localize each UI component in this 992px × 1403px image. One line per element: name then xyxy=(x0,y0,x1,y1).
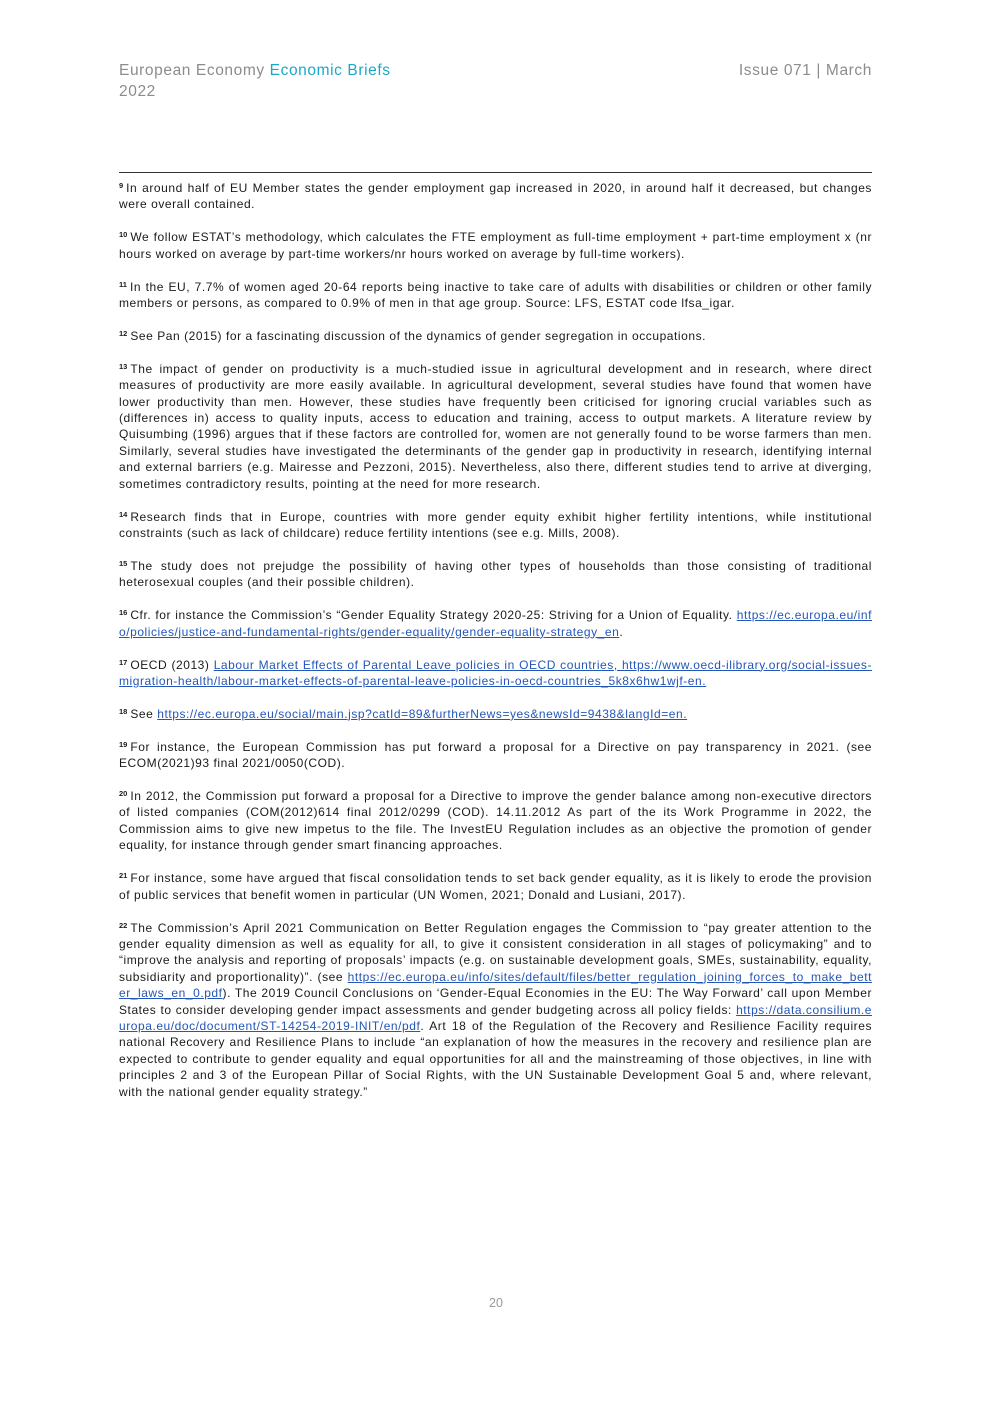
footnote-20 xyxy=(119,788,872,854)
footnote-text: The study does not prejudge the possibility of having other types of households than those consisting of traditional heterosexual couples (and their possible children). xyxy=(119,558,872,590)
council-conclusions-link[interactable]: https://data.consilium.europa.eu/doc/document/ST-14254-2019-INIT/en/pdf xyxy=(119,1002,873,1033)
oecd-parental-leave-link[interactable]: Labour Market Effects of Parental Leave policies in OECD countries, https://www.oecd-ilibrary.org/social-issues-migration-health/labour-market-effects-of-parental-leave-policies-in-oecd-countries_5k8x6hw1wjf-en. xyxy=(119,657,873,688)
footnote-11 xyxy=(119,279,872,312)
footnote-number: 10 xyxy=(119,230,128,240)
footnote-19 xyxy=(119,739,872,772)
footnote-13 xyxy=(119,361,872,492)
footnote-12 xyxy=(119,328,872,344)
footnote-number: 20 xyxy=(119,789,128,799)
footnote-text: See xyxy=(130,706,154,721)
footnote-text: See Pan (2015) for a fascinating discussion of the dynamics of gender segregation in occupations. xyxy=(130,328,707,343)
footnote-number: 13 xyxy=(119,361,128,371)
footnotes xyxy=(119,180,872,1116)
footnote-number: 22 xyxy=(119,920,128,930)
better-regulation-link[interactable]: https://ec.europa.eu/info/sites/default/files/better_regulation_joining_forces_to_make_better_laws_en_0.pdf xyxy=(119,969,873,1001)
footnote-text: We follow ESTAT’s methodology, which calculates the FTE employment as full-time employment + part-time employment x (nr hours worked on average by part-time workers/nr hours worked on average by full-time workers). xyxy=(119,230,872,261)
footnote-number: 15 xyxy=(119,558,128,568)
footnote-number: 14 xyxy=(119,509,128,519)
series-name: Economic Briefs xyxy=(269,62,391,79)
page-number: 20 xyxy=(489,1296,503,1310)
footnote-21 xyxy=(119,870,872,903)
footnote-10 xyxy=(119,229,872,262)
footnote-number: 11 xyxy=(119,279,127,289)
footnote-text: In around half of EU Member states the gender employment gap increased in 2020, in around half it decreased, but changes were overall contained. xyxy=(119,181,872,212)
footnote-16 xyxy=(119,607,872,640)
footnote-text-end: . xyxy=(619,624,624,639)
footnote-text: For instance, some have argued that fiscal consolidation tends to set back gender equality, as it is likely to erode the provision of public services that benefit women in particular (UN Women, 2021; Donald and Lusiani, 2017). xyxy=(119,871,872,902)
footnote-number: 17 xyxy=(119,657,128,667)
issue-label: Issue 071 | March xyxy=(738,62,872,79)
publication-name: European Economy xyxy=(119,62,265,79)
issue-year: 2022 xyxy=(119,83,156,100)
footnote-number: 18 xyxy=(119,706,128,716)
footnote-text-end: . Art 18 of the Regulation of the Recovery and Resilience Facility requires national Recovery and Resilience Plans to include “an explanation of how the measures in the recovery and resilience plan are expected to contribute to gender equality and equal opportunities for all and the mainstreaming of those objectives, in line with principles 2 and 3 of the European Pillar of Social Rights, with the UN Sustainable Development Goal 5 and, where relevant, with the national gender equality strategy.” xyxy=(119,1018,872,1099)
footnote-number: 12 xyxy=(119,328,128,338)
footnote-number: 19 xyxy=(119,739,128,749)
footnote-14 xyxy=(119,509,872,542)
footnote-text: For instance, the European Commission has put forward a proposal for a Directive on pay transparency in 2021. (see ECOM(2021)93 final 2021/0050(COD). xyxy=(119,739,872,771)
footnote-text-middle: ). The 2019 Council Conclusions on ‘Gender-Equal Economies in the EU: The Way Forward’ call upon Member States to consider developing gender impact assessments and gender budgeting across all policy fields: xyxy=(119,986,872,1017)
footnote-18 xyxy=(119,706,872,722)
footnote-text: Research finds that in Europe, countries with more gender equity exhibit higher fertility intentions, while institutional constraints (such as lack of childcare) reduce fertility intentions (see e.g. Mills, 2008). xyxy=(119,509,872,540)
social-news-link[interactable]: https://ec.europa.eu/social/main.jsp?catId=89&furtherNews=yes&newsId=9438&langId=en. xyxy=(157,706,688,721)
footnote-9 xyxy=(119,180,872,213)
footnote-22 xyxy=(119,920,872,1100)
footnote-separator xyxy=(119,172,872,173)
footnote-17 xyxy=(119,657,872,690)
footnote-15 xyxy=(119,558,872,591)
footnote-text: In 2012, the Commission put forward a proposal for a Directive to improve the gender balance among non-executive directors of listed companies (COM(2012)614 final 2012/0299 (COD). 14.11.2012 As part of the its Work Programme in 2022, the Commission aims to give new impetus to the file. The InvestEU Regulation includes as an objective the promotion of gender equality, for instance through gender smart financing approaches. xyxy=(119,789,872,853)
gender-equality-strategy-link[interactable]: https://ec.europa.eu/info/policies/justice-and-fundamental-rights/gender-equality/gender-equality-strategy_en xyxy=(119,608,872,639)
footnote-text: Cfr. for instance the Commission’s “Gender Equality Strategy 2020-25: Striving for a Union of Equality. xyxy=(130,608,733,623)
footnote-number: 9 xyxy=(119,181,124,190)
footnote-number: 21 xyxy=(119,871,128,881)
footnote-text: The impact of gender on productivity is a much-studied issue in agricultural development and in research, where direct measures of productivity are more easily available. In agricultural development, several studies have found that women have lower productivity than men. However, these studies have frequently been criticised for ignoring crucial variables such as (differences in) access to quality inputs, access to education and training, access to output markets. A literature review by Quisumbing (1996) argues that if these factors are controlled for, women are not generally found to be worse farmers than men. Similarly, several studies have investigated the determinants of the gender gap in productivity in research, identifying internal and external barriers (e.g. Mairesse and Pezzoni, 2015). Nevertheless, also there, different studies tend to arrive at diverging, sometimes contradictory results, pointing at the need for more research. xyxy=(119,361,872,491)
footnote-text: The Commission’s April 2021 Communication on Better Regulation engages the Commission to “pay greater attention to the gender equality dimension as well as equality for all, to give it consistent consideration in all stages of policymaking” and to “improve the analysis and reporting of proposals’ impacts (e.g. on sustainable development goals, SMEs, sustainability, equality, subsidiarity and proportionality)”. (see xyxy=(119,920,872,984)
page-header xyxy=(119,60,872,104)
footnote-number: 16 xyxy=(119,608,128,618)
footnote-text: OECD (2013) xyxy=(130,657,210,672)
header-title xyxy=(119,60,391,81)
footnote-text: In the EU, 7.7% of women aged 20-64 reports being inactive to take care of adults with disabilities or children or other family members or persons, as compared to 0.9% of men in that age group. Source: LFS, ESTAT code lfsa_igar. xyxy=(119,279,872,311)
